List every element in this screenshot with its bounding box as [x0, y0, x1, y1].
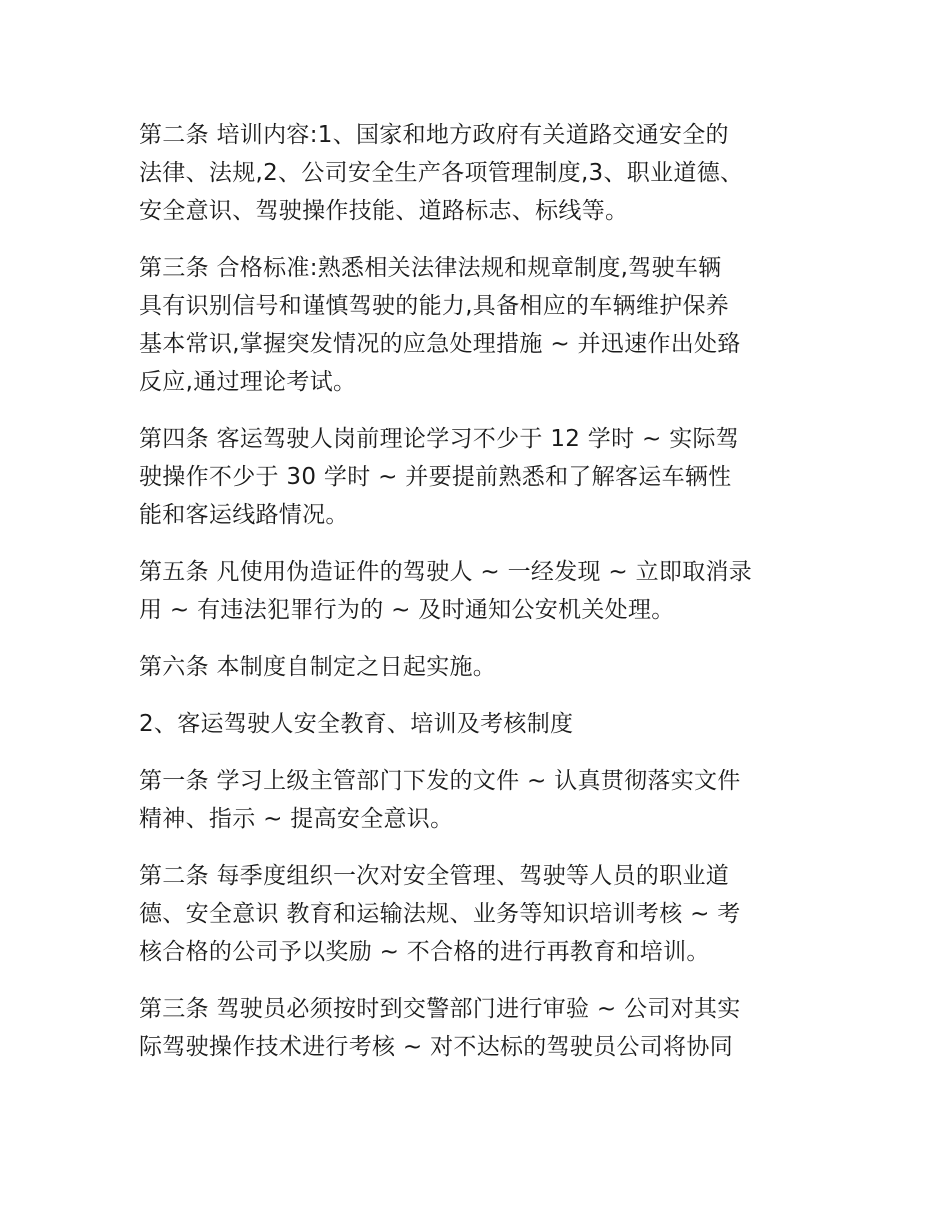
- text-line: 第四条 客运驾驶人岗前理论学习不少于 12 学时 ~ 实际驾: [139, 426, 740, 452]
- section-heading: [139, 705, 811, 743]
- text-line: 核合格的公司予以奖励 ~ 不合格的进行再教育和培训。: [139, 939, 710, 965]
- text-line: 驶操作不少于 30 学时 ~ 并要提前熟悉和了解客运车辆性: [139, 464, 732, 490]
- paragraph-effective-date: [139, 648, 811, 686]
- text-line: 第三条 驾驶员必须按时到交警部门进行审验 ~ 公司对其实: [139, 996, 741, 1022]
- text-line: 第六条 本制度自制定之日起实施。: [139, 654, 497, 680]
- paragraph-pre-job-study: [139, 420, 811, 534]
- paragraph-training-content: [139, 116, 811, 230]
- text-line: 用 ~ 有违法犯罪行为的 ~ 及时通知公安机关处理。: [139, 597, 675, 623]
- text-line: 2、客运驾驶人安全教育、培训及考核制度: [139, 711, 574, 737]
- text-line: 第二条 每季度组织一次对安全管理、驾驶等人员的职业道: [139, 863, 730, 889]
- paragraph-forged-certificates: [139, 553, 811, 629]
- text-line: 反应,通过理论考试。: [139, 369, 357, 395]
- text-line: 基本常识,掌握突发情况的应急处理措施 ~ 并迅速作出处臵: [139, 331, 741, 357]
- text-line: 安全意识、驾驶操作技能、道路标志、标线等。: [139, 198, 629, 224]
- text-line: 际驾驶操作技术进行考核 ~ 对不达标的驾驶员公司将协同: [139, 1034, 733, 1060]
- paragraph-driver-review: [139, 990, 811, 1066]
- text-line: 能和客运线路情况。: [139, 502, 349, 528]
- paragraph-quarterly-training: [139, 857, 811, 971]
- paragraph-study-documents: [139, 762, 811, 838]
- paragraph-qualification-standard: [139, 249, 811, 401]
- text-line: 法律、法规,2、公司安全生产各项管理制度,3、职业道德、: [139, 160, 744, 186]
- text-line: 第二条 培训内容:1、国家和地方政府有关道路交通安全的: [139, 122, 729, 148]
- text-line: 德、安全意识 教育和运输法规、业务等知识培训考核 ~ 考: [139, 901, 741, 927]
- text-line: 精神、指示 ~ 提高安全意识。: [139, 806, 454, 832]
- text-line: 第一条 学习上级主管部门下发的文件 ~ 认真贯彻落实文件: [139, 768, 741, 794]
- text-line: 第三条 合格标准:熟悉相关法律法规和规章制度,驾驶车辆: [139, 255, 722, 281]
- text-line: 具有识别信号和谨慎驾驶的能力,具备相应的车辆维护保养: [139, 293, 730, 319]
- text-line: 第五条 凡使用伪造证件的驾驶人 ~ 一经发现 ~ 立即取消录: [139, 559, 753, 585]
- document-page: [139, 116, 811, 1085]
